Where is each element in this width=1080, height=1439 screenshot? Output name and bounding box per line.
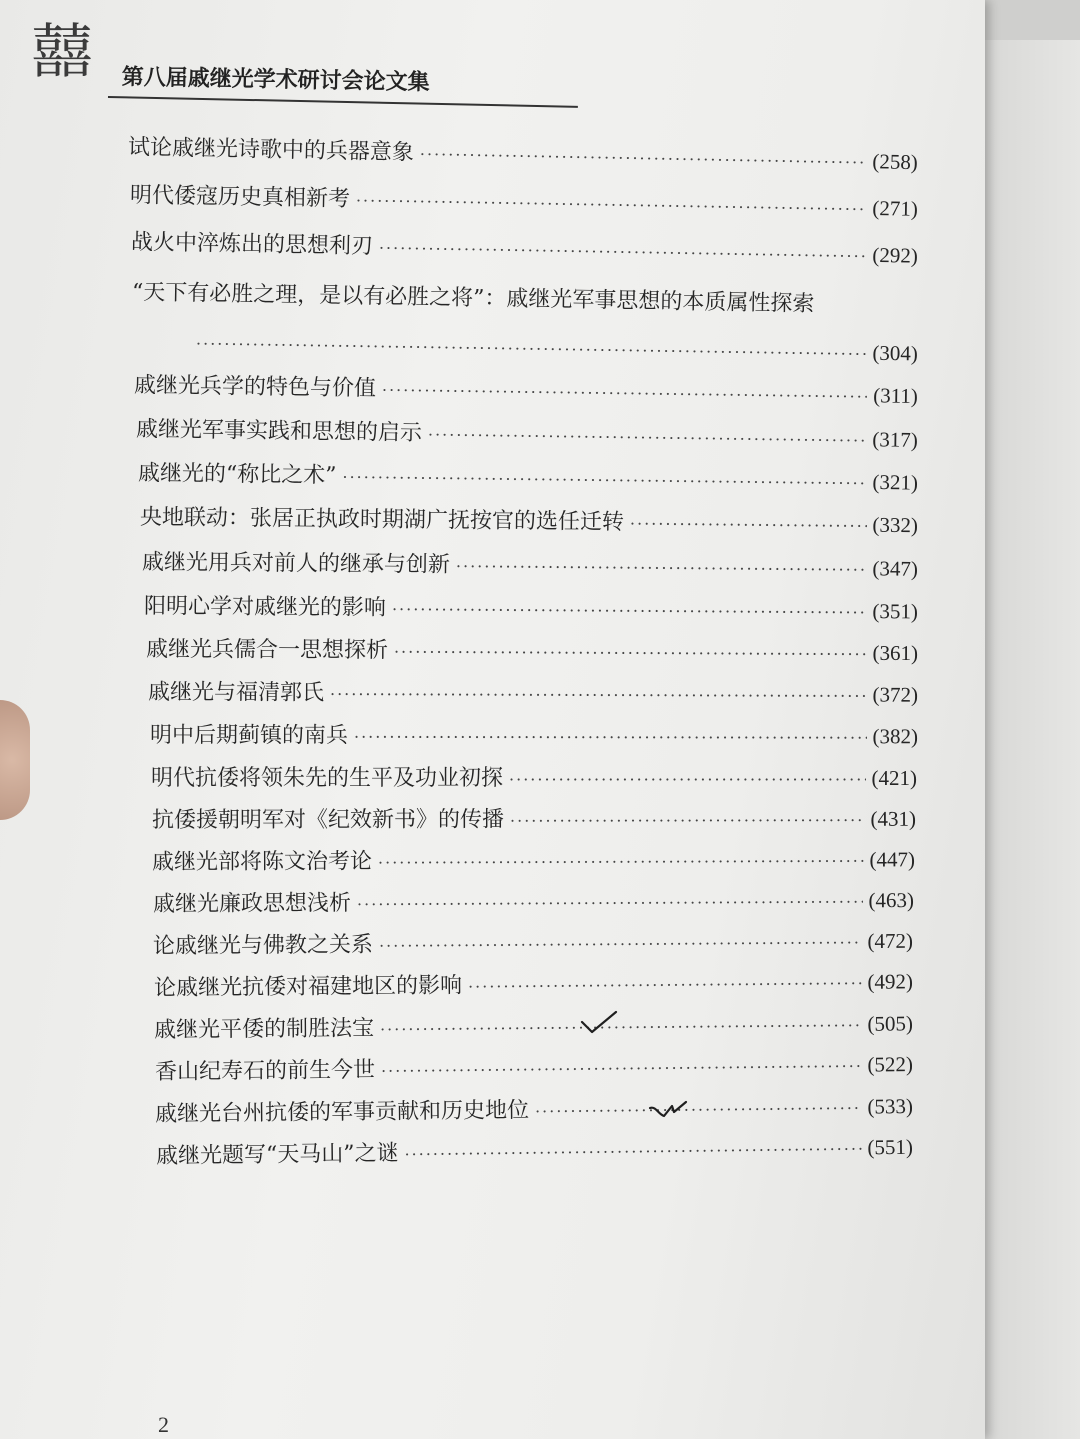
toc-entry xyxy=(151,761,917,792)
toc-leader-dots xyxy=(510,811,865,831)
toc-entry-title: 戚继光兵儒合一思想探析 xyxy=(145,637,389,664)
toc-leader-dots xyxy=(404,1139,861,1164)
toc-entry xyxy=(155,1047,913,1086)
toc-entry-page: (271) xyxy=(872,195,919,221)
toc-entry xyxy=(128,130,918,176)
toc-entry xyxy=(156,1130,913,1170)
next-page-edge xyxy=(985,40,1080,1439)
toc-leader-dots xyxy=(379,238,867,266)
toc-leader-dots xyxy=(196,334,867,364)
toc-leader-dots xyxy=(354,727,867,747)
toc-entry xyxy=(152,842,915,876)
toc-entry-title: 戚继光平倭的制胜法宝 xyxy=(153,1016,375,1043)
page-number: 2 xyxy=(158,1412,169,1437)
toc-entry-page: (447) xyxy=(869,847,916,872)
toc-leader-dots xyxy=(342,467,866,492)
toc-entry xyxy=(148,675,918,709)
handwritten-check-icon xyxy=(580,1010,620,1036)
toc-entry-page: (522) xyxy=(867,1052,914,1077)
toc-entry-page: (492) xyxy=(867,969,914,994)
toc-entry-title: 论戚继光与佛教之关系 xyxy=(152,932,374,959)
toc-entry-title: 戚继光军事实践和思想的启示 xyxy=(135,417,423,446)
toc-entry xyxy=(142,545,918,583)
toc-entry xyxy=(152,802,916,834)
toc-leader-dots xyxy=(357,892,863,914)
toc-entry-page: (292) xyxy=(872,242,919,268)
toc-entry-title: 戚继光部将陈文治考论 xyxy=(151,849,373,875)
toc-entry xyxy=(146,632,918,667)
toc-entry-title: 戚继光台州抗倭的军事贡献和历史地位 xyxy=(154,1098,530,1127)
toc-leader-dots xyxy=(468,974,862,996)
toc-entry-page: (351) xyxy=(872,599,919,624)
shou-seal-icon: 囍 xyxy=(30,16,93,87)
toc-entry-page: (551) xyxy=(867,1134,914,1160)
toc-entry-page: (382) xyxy=(872,724,919,749)
toc-leader-dots xyxy=(456,557,867,580)
toc-entry-title: “天下有必胜之理，是以有必胜之将”：戚继光军事思想的本质属性探索 xyxy=(131,280,815,317)
toc-entry-title: 明代抗倭将领朱先的生平及功业初探 xyxy=(151,766,504,791)
toc-entry-page: (463) xyxy=(868,888,915,913)
toc-entry-title: 戚继光题写“天马山”之谜 xyxy=(155,1141,399,1169)
toc-entry-page: (361) xyxy=(872,640,919,666)
toc-entry-page: (347) xyxy=(872,556,919,581)
toc-entry-page: (472) xyxy=(867,928,914,954)
toc-entry xyxy=(131,225,918,270)
toc-entry-title: 战火中淬炼出的思想利刃 xyxy=(130,230,374,260)
toc-entry xyxy=(134,368,918,410)
toc-leader-dots xyxy=(381,1057,862,1081)
toc-entry-page: (311) xyxy=(873,383,919,408)
finger-edge xyxy=(0,700,30,820)
toc-leader-dots xyxy=(509,770,865,789)
toc-leader-dots xyxy=(420,145,867,173)
toc-entry xyxy=(154,964,913,1002)
toc-entry-page: (304) xyxy=(872,340,919,366)
toc-entry xyxy=(150,718,918,750)
toc-entry-title: 试论戚继光诗歌中的兵器意象 xyxy=(127,135,415,166)
toc-entry-page: (321) xyxy=(872,469,919,495)
toc-entry-page: (421) xyxy=(871,766,917,790)
toc-entry xyxy=(190,330,918,366)
toc-leader-dots xyxy=(428,425,867,450)
toc-entry-page: (258) xyxy=(872,149,919,175)
toc-entry-title: 戚继光的“称比之术” xyxy=(137,461,337,489)
toc-entry-page: (372) xyxy=(872,682,919,707)
handwritten-check-icon xyxy=(648,1098,688,1124)
toc-entry-title: 明中后期蓟镇的南兵 xyxy=(149,723,349,749)
toc-leader-dots xyxy=(379,933,862,955)
toc-entry-title: 戚继光用兵对前人的继承与创新 xyxy=(141,550,451,578)
series-title: 第八届戚继光学术研讨会论文集 xyxy=(121,64,430,96)
toc-entry xyxy=(154,1006,913,1044)
toc-entry xyxy=(140,500,918,539)
toc-entry xyxy=(144,589,918,625)
toc-entry-title: 戚继光廉政思想浅析 xyxy=(152,890,352,917)
toc-entry xyxy=(153,883,914,918)
toc-entry xyxy=(136,412,918,454)
toc-leader-dots xyxy=(630,514,867,535)
toc-entry xyxy=(155,1089,913,1128)
toc-leader-dots xyxy=(356,191,867,219)
toc-entry-page: (332) xyxy=(872,512,919,538)
toc-leader-dots xyxy=(394,642,867,663)
toc-entry xyxy=(130,178,918,223)
toc-entry-title: 戚继光与福清郭氏 xyxy=(147,680,325,706)
toc-entry-title: 明代倭寇历史真相新考 xyxy=(129,183,351,212)
toc-entry xyxy=(153,924,913,960)
toc-entry-page: (505) xyxy=(867,1011,914,1036)
toc-entry-title: 论戚继光抗倭对福建地区的影响 xyxy=(153,973,463,1001)
toc-entry-title: 戚继光兵学的特色与价值 xyxy=(133,373,377,402)
toc-entry-title: 阳明心学对戚继光的影响 xyxy=(143,594,387,621)
toc-entry xyxy=(138,456,918,497)
toc-leader-dots xyxy=(378,852,864,873)
toc-entry-title: 香山纪寿石的前生今世 xyxy=(154,1057,376,1085)
toc-leader-dots xyxy=(382,380,867,406)
toc-leader-dots xyxy=(380,1016,862,1039)
toc-leader-dots xyxy=(330,685,867,706)
toc-leader-dots xyxy=(535,1099,862,1121)
toc-entry-page: (317) xyxy=(872,427,919,452)
toc-entry-title: 央地联动：张居正执政时期湖广抚按官的选任迁转 xyxy=(139,505,625,536)
toc-entry-title-line xyxy=(132,275,902,319)
toc-entry-title: 抗倭援朝明军对《纪效新书》的传播 xyxy=(151,807,505,833)
toc-entry-page: (431) xyxy=(870,806,917,831)
toc-leader-dots xyxy=(392,600,867,622)
toc-entry-page: (533) xyxy=(867,1094,914,1119)
